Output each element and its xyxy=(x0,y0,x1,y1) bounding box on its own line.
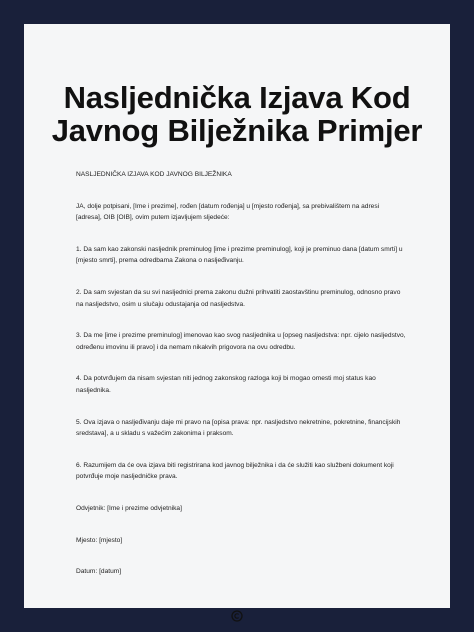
attorney-line: Odvjetnik: [Ime i prezime odvjetnika] xyxy=(76,504,182,512)
declaration-item-2: 2. Da sam svjestan da su svi nasljednici prema zakonu dužni prihvatiti zaostavštinu preminulog, odnosno pravo na nasljedstvo, osim u slučaju odustajanja od nasljedstva. xyxy=(76,288,401,308)
declaration-item-4: 4. Da potvrđujem da nisam svjestan niti jednog zakonskog razloga koji bi mogao omesti moj status kao nasljednika. xyxy=(76,375,376,394)
document-heading: NASLJEDNIČKA IZJAVA KOD JAVNOG BILJEŽNIKA xyxy=(76,171,232,178)
declaration-item-5: 5. Ova izjava o nasljeđivanju daje mi pravo na [opisa prava: npr. nasljedstvo nekretnine, pokretnine, financijskih sredstava], a u skladu s važećim zakonima i praksom. xyxy=(76,418,401,438)
copyright-icon xyxy=(231,610,243,622)
declaration-item-1: 1. Da sam kao zakonski nasljednik preminulog [ime i prezime preminulog], koji je preminuo dana [datum smrti] u [mjesto smrti], prema odredbama Zakona o nasljeđivanju. xyxy=(76,245,403,265)
place-line: Mjesto: [mjesto] xyxy=(76,536,123,544)
date-line: Datum: [datum] xyxy=(76,568,122,576)
document-page xyxy=(24,24,450,608)
intro-paragraph: JA, dolje potpisani, [Ime i prezime], rođen [datum rođenja] u [mjesto rođenja], sa prebivalištem na adresi [adresa], OIB [OIB], ovim putem izjavljujem sljedeće: xyxy=(76,202,380,222)
declaration-item-3: 3. Da me [ime i prezime preminulog] imenovao kao svog nasljednika u [opseg nasljedstva: npr. cijelo nasljedstvo, određenu imovinu ili pravo] i da nemam nikakvih prigovora na ovu odredbu. xyxy=(76,332,406,351)
declaration-item-6: 6. Razumijem da će ova izjava biti registrirana kod javnog bilježnika i da će služiti kao službeni dokument koji potvrđuje moje nasljedničke prava. xyxy=(76,461,394,481)
document-body xyxy=(76,169,406,578)
page-title: Nasljednička Izjava Kod Javnog Bilježnika Primjer xyxy=(51,80,423,148)
